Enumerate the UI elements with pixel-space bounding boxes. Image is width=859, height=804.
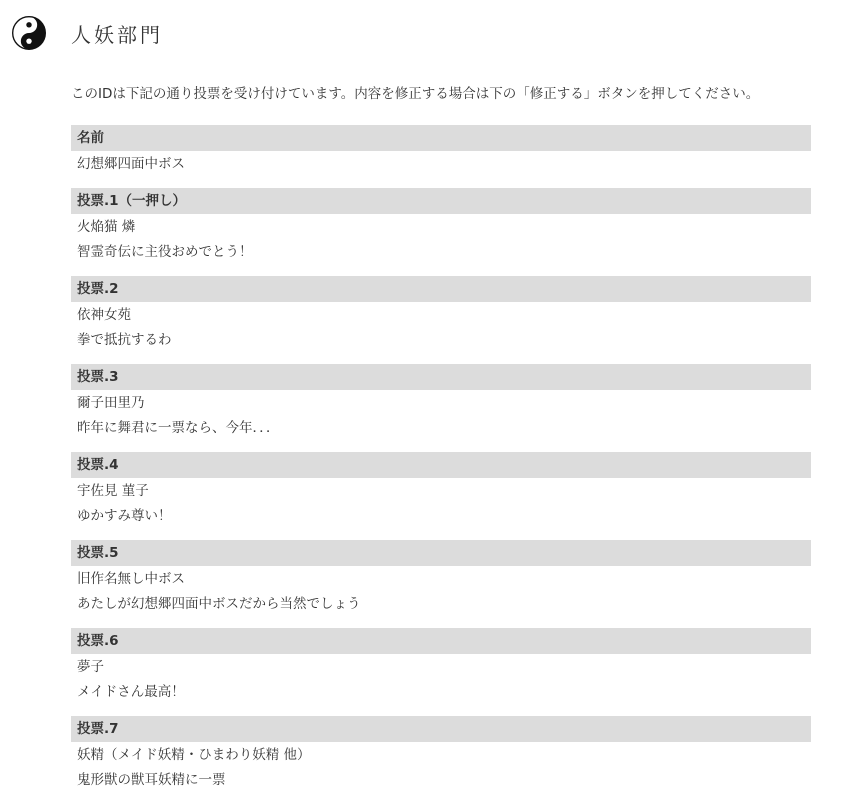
vote-comment: ゆかすみ尊い！: [77, 508, 172, 524]
vote-comment: 昨年に舞君に一票なら、今年．．．: [77, 420, 280, 436]
vote-label: 投票.7: [71, 716, 811, 742]
vote-entry-2: [71, 276, 811, 364]
vote-character: 旧作名無し中ボス: [77, 571, 185, 587]
vote-entry-6: [71, 628, 811, 716]
vote-character: 夢子: [77, 659, 104, 675]
vote-entry-4: [71, 452, 811, 540]
intro-text: このIDは下記の通り投票を受け付けています。内容を修正する場合は下の「修正する」ボタンを押してください。: [71, 86, 760, 102]
vote-comment: あたしが幻想郷四面中ボスだから当然でしょう: [77, 596, 361, 612]
yin-yang-icon: [12, 16, 46, 50]
name-value: 幻想郷四面中ボス: [77, 156, 185, 172]
vote-label: 投票.2: [71, 276, 811, 302]
vote-character: 妖精（メイド妖精・ひまわり妖精 他）: [77, 747, 311, 763]
vote-label: 投票.1（一押し）: [71, 188, 811, 214]
vote-list: [71, 125, 811, 804]
vote-label: 投票.6: [71, 628, 811, 654]
vote-comment: 拳で抵抗するわ: [77, 332, 172, 348]
name-section: [71, 125, 811, 188]
vote-character: 爾子田里乃: [77, 395, 145, 411]
vote-comment: 智霊奇伝に主役おめでとう！: [77, 244, 253, 260]
vote-label: 投票.3: [71, 364, 811, 390]
vote-entry-1: [71, 188, 811, 276]
vote-character: 火焔猫 燐: [77, 219, 136, 235]
vote-entry-3: [71, 364, 811, 452]
vote-label: 投票.4: [71, 452, 811, 478]
vote-entry-5: [71, 540, 811, 628]
name-label: 名前: [71, 125, 811, 151]
page-title: 人妖部門: [71, 23, 163, 47]
vote-character: 依神女苑: [77, 307, 131, 323]
vote-label: 投票.5: [71, 540, 811, 566]
vote-comment: メイドさん最高！: [77, 684, 185, 700]
vote-comment: 鬼形獣の獣耳妖精に一票: [77, 772, 226, 788]
vote-character: 宇佐見 菫子: [77, 483, 149, 499]
